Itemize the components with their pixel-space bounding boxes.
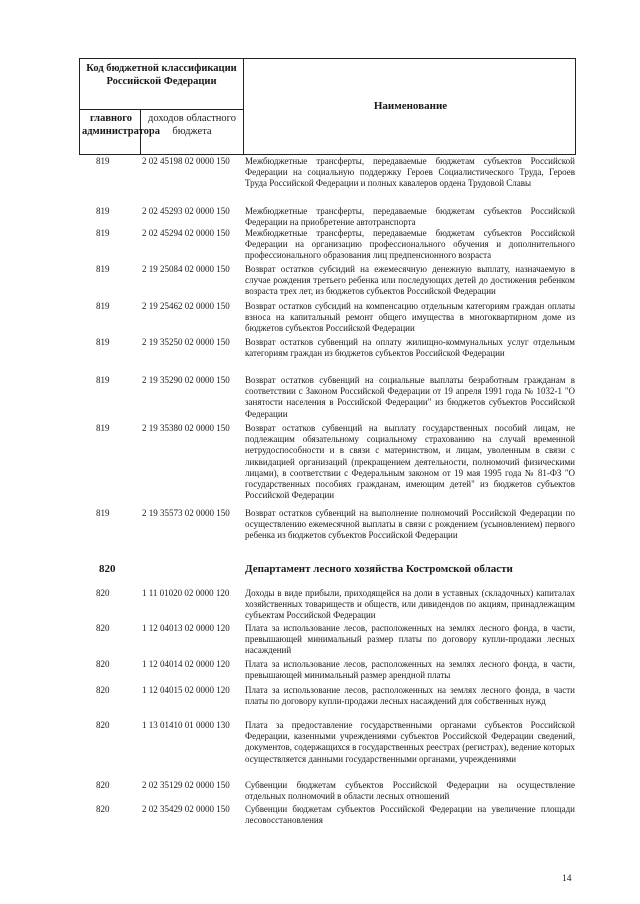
- admin-code: 819: [96, 337, 110, 347]
- admin-code: 819: [96, 228, 110, 238]
- admin-code: 820: [96, 623, 110, 633]
- admin-code: 820: [96, 588, 110, 598]
- item-name: Возврат остатков субсидий на компенсацию отдельным категориям граждан оплаты взноса на капитальный ремонт общего имущества в многоквартирном доме из бюджетов субъектов Российской Федерации: [245, 301, 575, 334]
- section-title: Департамент лесного хозяйства Костромской области: [245, 563, 513, 575]
- admin-code: 820: [96, 685, 110, 695]
- item-name: Плата за использование лесов, расположенных на землях лесного фонда, в части платы по договору купли-продажи лесных насаждений для собственных нужд: [245, 685, 575, 707]
- income-code: 1 12 04014 02 0000 120: [142, 659, 230, 669]
- admin-code: 819: [96, 206, 110, 216]
- item-name: Возврат остатков субвенций на выполнение полномочий Российской Федерации по осуществлению ежемесячной выплаты в связи с рождением (усыновлением) первого ребенка из бюджетов субъектов Российской Федерации: [245, 508, 575, 541]
- income-code: 2 19 35250 02 0000 150: [142, 337, 230, 347]
- admin-code: 819: [96, 301, 110, 311]
- item-name: Межбюджетные трансферты, передаваемые бюджетам субъектов Российской Федерации на организацию профессионального обучения и дополнительного профессионального образования лиц предпенсионного возраста: [245, 228, 575, 261]
- item-name: Плата за использование лесов, расположенных на землях лесного фонда, в части, превышающей минимальный размер арендной платы: [245, 659, 575, 681]
- item-name: Межбюджетные трансферты, передаваемые бюджетам субъектов Российской Федерации на социальную поддержку Героев Социалистического Труда, Героев Труда Российской Федерации и полных кавалеров ордена Трудовой Славы: [245, 156, 575, 189]
- income-code: 1 11 01020 02 0000 120: [142, 588, 230, 598]
- admin-code: 819: [96, 423, 110, 433]
- item-name: Возврат остатков субвенций на оплату жилищно-коммунальных услуг отдельным категориям граждан из бюджетов субъектов Российской Федерации: [245, 337, 575, 359]
- item-name: Плата за предоставление государственными органами субъектов Российской Федерации, казенными учреждениями субъектов Российской Федерации сведений, документов, содержащихся в государственных реестрах (регистрах), ведение которых осуществляется данными государственными органами, учреждениями: [245, 720, 575, 764]
- income-code: 2 19 35573 02 0000 150: [142, 508, 230, 518]
- admin-code: 819: [96, 156, 110, 166]
- income-code: 1 12 04015 02 0000 120: [142, 685, 230, 695]
- item-name: Возврат остатков субвенций на выплату государственных пособий лицам, не подлежащим обязательному социальному страхованию на случай временной нетрудоспособности и в связи с материнством, и лицам, уволенным в связи с ликвидацией организаций (прекращением деятельности, полномочий физическими лицами), в соответствии с Федеральным законом от 19 мая 1995 года № 81-ФЗ "О государственных пособиях гражданам, имеющим детей" из бюджетов субъектов Российской Федерации: [245, 423, 575, 501]
- income-code: 1 13 01410 01 0000 130: [142, 720, 230, 730]
- admin-code: 820: [96, 804, 110, 814]
- admin-code: 820: [96, 720, 110, 730]
- item-name: Возврат остатков субсидий на ежемесячную денежную выплату, назначаемую в случае рождения третьего ребенка или последующих детей до достижения ребенком возраста трех лет, из бюджетов субъектов Российской Федерации: [245, 264, 575, 297]
- income-code: 2 02 35129 02 0000 150: [142, 780, 230, 790]
- table-header: [79, 58, 576, 155]
- header-admin-col: главного администратора: [82, 113, 160, 137]
- admin-code: 819: [96, 375, 110, 385]
- item-name: Доходы в виде прибыли, приходящейся на доли в уставных (складочных) капиталах хозяйственных товариществ и обществ, или дивидендов по акциям, принадлежащим субъектам Российской Федерации: [245, 588, 575, 621]
- income-code: 2 02 45293 02 0000 150: [142, 206, 230, 216]
- item-name: Плата за использование лесов, расположенных на землях лесного фонда, в части, превышающей минимальный размер платы по договору купли-продажи лесных насаждений: [245, 623, 575, 656]
- income-code: 2 02 35429 02 0000 150: [142, 804, 230, 814]
- income-code: 2 19 25462 02 0000 150: [142, 301, 230, 311]
- income-code: 1 12 04013 02 0000 120: [142, 623, 230, 633]
- header-name-col: Наименование: [373, 100, 448, 112]
- income-code: 2 19 25084 02 0000 150: [142, 264, 230, 274]
- header-income-col: доходов областного бюджета: [148, 113, 236, 137]
- income-code: 2 19 35290 02 0000 150: [142, 375, 230, 385]
- income-code: 2 19 35380 02 0000 150: [142, 423, 230, 433]
- income-code: 2 02 45294 02 0000 150: [142, 228, 230, 238]
- page-number: 14: [562, 874, 572, 884]
- item-name: Возврат остатков субвенций на социальные выплаты безработным гражданам в соответствии с Законом Российской Федерации от 19 апреля 1991 года № 1032-1 "О занятости населения в Российской Федерации" из бюджетов субъектов Российской Федерации: [245, 375, 575, 419]
- admin-code: 819: [96, 508, 110, 518]
- admin-code: 820: [96, 780, 110, 790]
- item-name: Субвенции бюджетам субъектов Российской Федерации на увеличение площади лесовосстановления: [245, 804, 575, 826]
- admin-code: 820: [96, 659, 110, 669]
- header-code-group: Код бюджетной классификации Российской Федерации: [86, 63, 237, 87]
- admin-code: 820: [99, 563, 116, 575]
- item-name: Межбюджетные трансферты, передаваемые бюджетам субъектов Российской Федерации на приобретение автотранспорта: [245, 206, 575, 228]
- income-code: 2 02 45198 02 0000 150: [142, 156, 230, 166]
- item-name: Субвенции бюджетам субъектов Российской Федерации на осуществление отдельных полномочий в области лесных отношений: [245, 780, 575, 802]
- admin-code: 819: [96, 264, 110, 274]
